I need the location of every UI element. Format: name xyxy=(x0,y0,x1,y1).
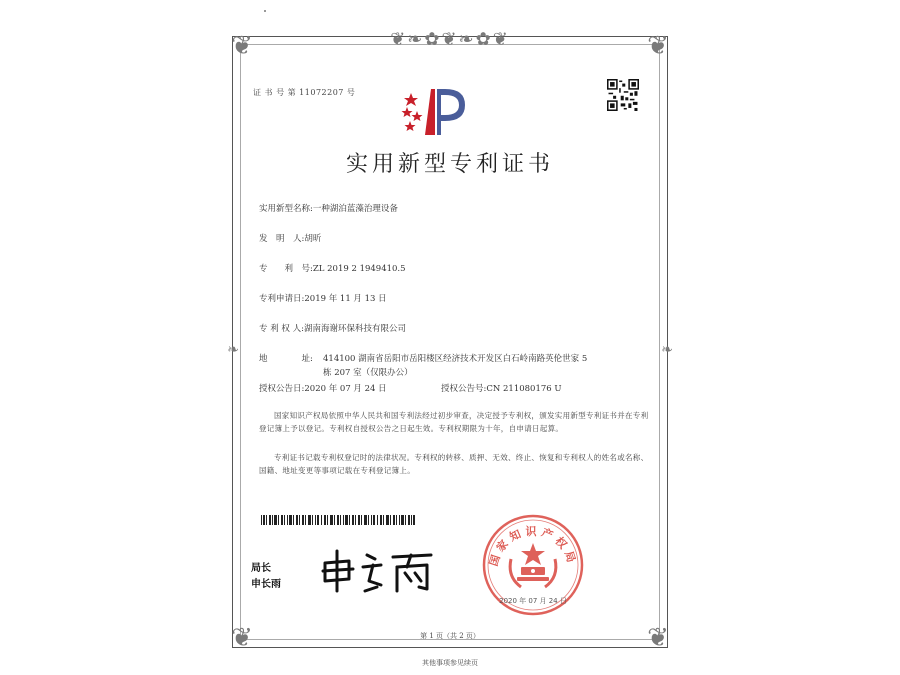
field-announcement-number xyxy=(441,382,562,394)
field-label: 地 址: xyxy=(259,354,313,364)
top-ornament-icon: ❦❧✿❦❧✿❦ xyxy=(390,29,510,50)
field-value: 一种湖泊蓝藻治理设备 xyxy=(312,204,398,214)
field-value: 2020 年 07 月 24 日 xyxy=(304,384,387,394)
field-label: 专 利 号: xyxy=(259,264,313,274)
corner-ornament-icon: ❦ xyxy=(231,31,253,61)
scan-speck xyxy=(264,10,266,12)
barcode-icon xyxy=(261,515,415,525)
field-label: 授权公告号: xyxy=(441,384,487,394)
field-value: CN 211080176 U xyxy=(486,384,562,394)
field-value: 2019 年 11 月 13 日 xyxy=(304,294,387,304)
qr-code-icon xyxy=(607,79,639,111)
field-label: 专利申请日: xyxy=(259,294,305,304)
certificate-number: 证 书 号 第 11072207 号 xyxy=(253,88,356,97)
corner-ornament-icon: ❦ xyxy=(231,623,253,653)
seal-text: 国家知识产权局 xyxy=(486,525,580,568)
field-address-value: 414100 湖南省岳阳市岳阳楼区经济技术开发区白石岭南路英伦世家 5 栋 207 室（仅限办公） xyxy=(323,354,588,378)
footer-note: 其他事项参见续页 xyxy=(422,659,478,667)
field-inventor xyxy=(259,232,321,244)
director-signature-icon xyxy=(319,545,439,595)
legal-paragraph: 国家知识产权局依照中华人民共和国专利法经过初步审查，决定授予专利权，颁发实用新型专利证书并在专利登记簿上予以登记。专利权自授权公告之日起生效。专利权期限为十年，自申请日起算。 xyxy=(259,411,649,433)
field-address-label xyxy=(259,352,313,364)
patent-office-logo-icon xyxy=(401,85,473,137)
field-announcement-date xyxy=(259,382,387,394)
official-seal-icon xyxy=(481,513,585,617)
field-value: 湖南海谢环保科技有限公司 xyxy=(303,324,406,334)
corner-ornament-icon: ❦ xyxy=(647,31,669,61)
certificate-title: 实用新型专利证书 xyxy=(345,152,554,177)
field-label: 发 明 人: xyxy=(259,234,305,244)
seal-date: 2020 年 07 月 24 日 xyxy=(499,597,567,605)
patent-certificate xyxy=(227,29,673,653)
side-ornament-icon: ❧ xyxy=(227,342,239,358)
page-indicator: 第 1 页（共 2 页） xyxy=(420,632,480,640)
field-value: 胡昕 xyxy=(304,234,322,244)
director-title: 局长 xyxy=(251,563,271,574)
side-ornament-icon: ❧ xyxy=(661,342,673,358)
field-patentee xyxy=(259,322,406,334)
corner-ornament-icon: ❦ xyxy=(647,623,669,653)
field-patent-number xyxy=(259,262,406,274)
legal-paragraph: 专利证书记载专利权登记时的法律状况。专利权的转移、质押、无效、终止、恢复和专利权人的姓名或名称、国籍、地址变更等事项记载在专利登记簿上。 xyxy=(259,453,649,475)
field-utility-model-name xyxy=(259,202,398,214)
director-name: 申长雨 xyxy=(251,579,281,590)
field-label: 授权公告日: xyxy=(259,384,305,394)
field-label: 实用新型名称: xyxy=(259,204,313,214)
field-label: 专 利 权 人: xyxy=(259,324,304,334)
field-value: ZL 2019 2 1949410.5 xyxy=(312,264,406,274)
field-application-date xyxy=(259,292,387,304)
